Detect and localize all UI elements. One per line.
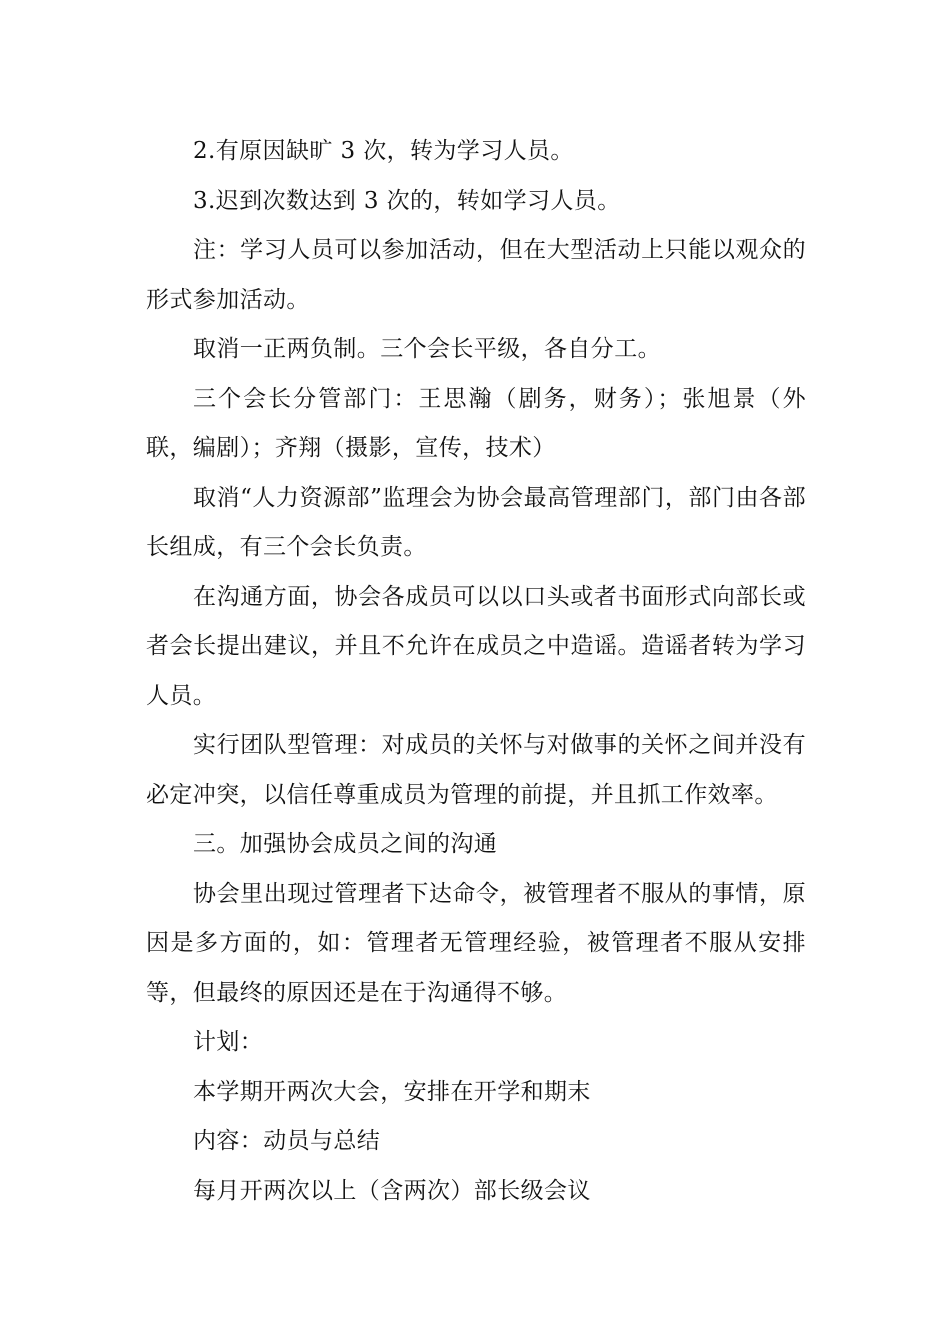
paragraph-supervision-board: 取消“人力资源部”监理会为协会最高管理部门，部门由各部长组成，有三个会长负责。 xyxy=(146,484,806,560)
section-heading-communication: 三。加强协会成员之间的沟通 xyxy=(193,831,498,857)
document-page xyxy=(146,127,806,1216)
paragraph-department-division: 三个会长分管部门：王思瀚（剧务，财务）；张旭景（外联，编剧）；齐翔（摄影，宣传，技术） xyxy=(146,385,806,461)
paragraph-problem-analysis: 协会里出现过管理者下达命令，被管理者不服从的事情，原因是多方面的，如：管理者无管理经验，被管理者不服从安排等，但最终的原因还是在于沟通得不够。 xyxy=(146,880,806,1006)
paragraph-note: 注：学习人员可以参加活动，但在大型活动上只能以观众的形式参加活动。 xyxy=(146,237,806,313)
paragraph-president-system: 取消一正两负制。三个会长平级，各自分工。 xyxy=(193,336,661,362)
paragraph-plan-label: 计划： xyxy=(193,1029,264,1055)
paragraph-meeting-content: 内容：动员与总结 xyxy=(193,1128,381,1154)
paragraph-team-management: 实行团队型管理：对成员的关怀与对做事的关怀之间并没有必定冲突，以信任尊重成员为管理的前提，并且抓工作效率。 xyxy=(146,732,806,808)
paragraph-lateness-rule: 3.迟到次数达到 3 次的，转如学习人员。 xyxy=(193,187,621,214)
paragraph-minister-meetings: 每月开两次以上（含两次）部长级会议 xyxy=(193,1177,591,1204)
paragraph-communication: 在沟通方面，协会各成员可以以口头或者书面形式向部长或者会长提出建议，并且不允许在成员之中造谣。造谣者转为学习人员。 xyxy=(146,583,806,709)
paragraph-absence-rule: 2.有原因缺旷 3 次，转为学习人员。 xyxy=(193,138,574,164)
paragraph-general-meetings: 本学期开两次大会，安排在开学和期末 xyxy=(193,1078,591,1105)
